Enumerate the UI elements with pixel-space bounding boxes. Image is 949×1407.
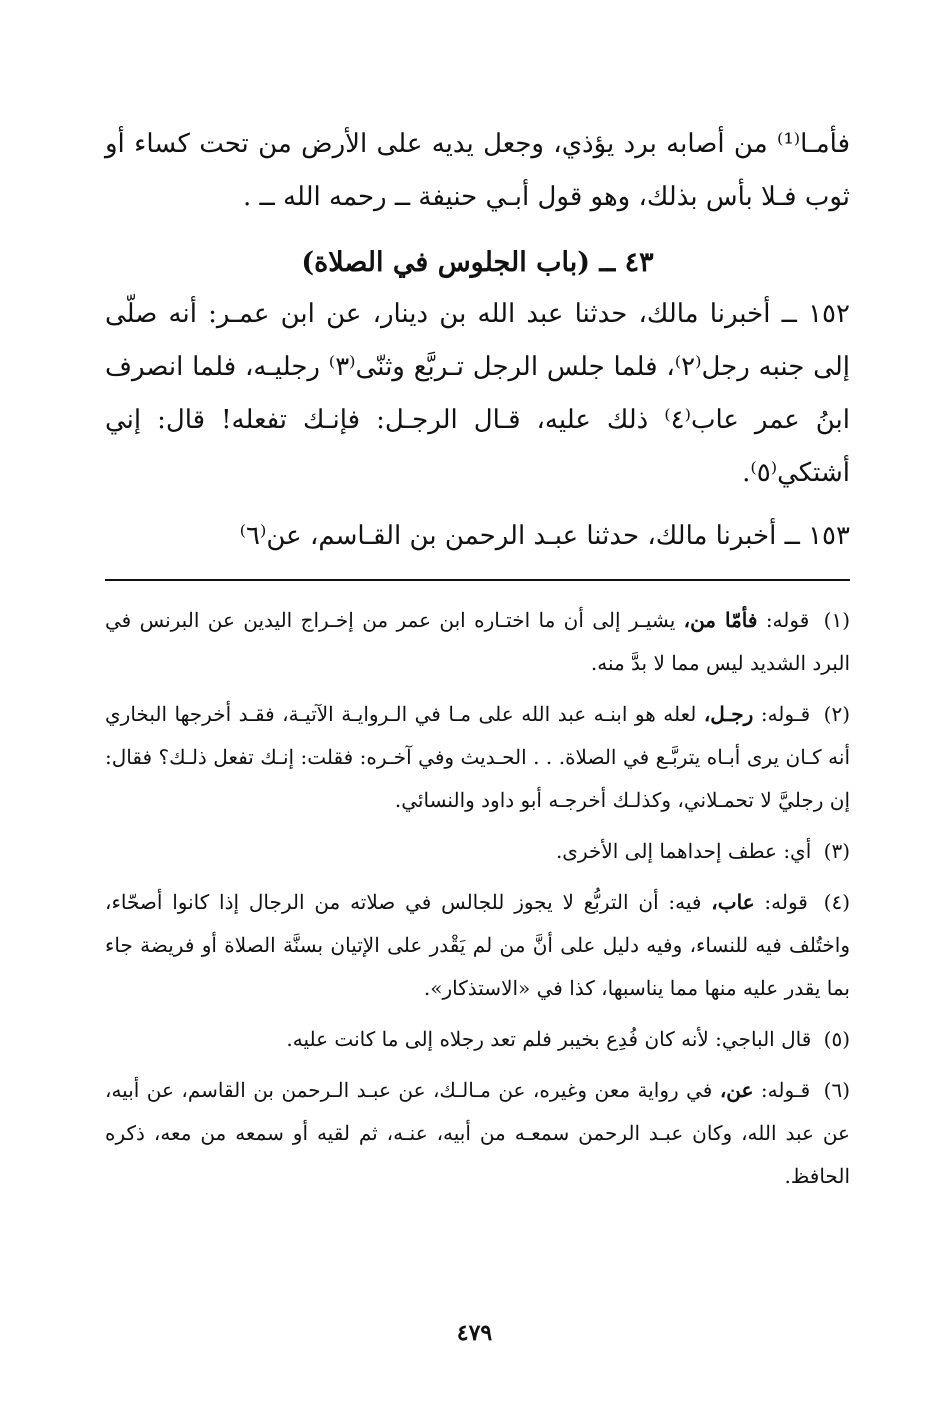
footnote-text: عطف إحداهما إلى الأخرى. [555, 839, 777, 863]
footnote-lead: قـوله: [760, 1078, 811, 1102]
footnote-keyword: عن، [719, 1078, 754, 1102]
footnote-keyword: رجـل، [703, 702, 754, 726]
footnote-number: (٥) [823, 1027, 850, 1051]
footnote-number: (٣) [823, 839, 850, 863]
footnote-lead: قـوله: [760, 702, 811, 726]
chapter-heading: ٤٣ ــ (باب الجلوس في الصلاة) [301, 247, 654, 278]
main-paragraph: فأمـا⁽¹⁾ من أصابه برد يؤذي، وجعل يديه على الأرض من تحت كساء أو ثوب فـلا بأس بذلك، وهو قول أبـي حنيفة ــ رحمه الله ــ . [105, 129, 850, 212]
main-text [105, 118, 850, 563]
footnote-text: لعله هو ابنـه عبد الله على مـا في الـروايـة الآتيـة، فقـد أخرجها البخاري أنه كـان يرى أبـاه يتربَّـع في الصلاة. . . الحـديث وفي آخـره: فقلت: إنـك تفعل ذلـك؟ فقال: إن رجليَّ لا تحمـلاني، وكذلـك أخرجـه أبو داود والنسائي. [105, 702, 850, 812]
footnote-text: لأنه كان فُدِع بخيبر فلم تعد رجلاه إلى ما كانت عليه. [286, 1027, 709, 1051]
footnote-keyword: عاب، [711, 890, 755, 914]
hadith-152: ١٥٢ ــ أخبرنا مالك، حدثنا عبد الله بن دينار، عن ابن عمـر: أنه صلّى إلى جنبه رجل⁽٢⁾، فلما جلس الرجل تـربَّع وثنّى⁽٣⁾ رجليـه، فلما انصرف ابنُ عمر عاب⁽٤⁾ ذلك عليه، قـال الرجـل: فإنـك تفعله! قال: إني أشتكي⁽٥⁾. [105, 299, 850, 488]
footnote-2 [105, 693, 850, 822]
footnote-text: فيه: أن التربُّع لا يجوز للجالس في صلاته من الرجال إذا كانوا أصحّاء، واختُلف فيه للنساء، وفيه دليل على أنَّ من لم يَقْدر على الإتيان بسنَّة الصلاة أو فريضة جاء بما يقدر عليه منها مما يناسبها، كذا في «الاستذكار». [105, 890, 850, 1000]
footnote-5 [105, 1018, 850, 1061]
hadith-153: ١٥٣ ــ أخبرنا مالك، حدثنا عبـد الرحمن بن القـاسم، عن⁽٦⁾ [239, 521, 850, 551]
footnotes [105, 599, 850, 1198]
footnote-6 [105, 1069, 850, 1198]
footnote-3 [105, 830, 850, 873]
footnote-number: (٦) [823, 1078, 851, 1102]
footnote-text: يشيـر إلى أن ما اختـاره ابن عمر من إخـراج اليدين عن البرنس في البرد الشديد ليس مما لا بدَّ منه. [105, 608, 850, 675]
page-content [105, 118, 850, 1206]
footnote-divider [105, 579, 850, 581]
footnote-1 [105, 599, 850, 685]
footnote-number: (٤) [823, 890, 851, 914]
footnote-lead: أي: [783, 839, 812, 863]
footnote-text: في رواية معن وغيره، عن مـالـك، عن عبـد الـرحمن بن القاسم، عن أبيه، عن عبد الله، وكان عبـد الرحمن سمعـه من أبيه، عنـه، ثم لقيه أو سمعه من معه، ذكره الحافظ. [105, 1078, 850, 1188]
footnote-keyword: فأمّا من، [683, 608, 758, 632]
footnote-lead: قوله: [764, 890, 808, 914]
footnote-number: (١) [823, 608, 850, 632]
footnote-4 [105, 881, 850, 1010]
footnote-lead: قال الباجي: [715, 1027, 812, 1051]
footnote-lead: قوله: [765, 608, 810, 632]
footnote-number: (٢) [823, 702, 851, 726]
page-number: ٤٧٩ [456, 1320, 493, 1346]
